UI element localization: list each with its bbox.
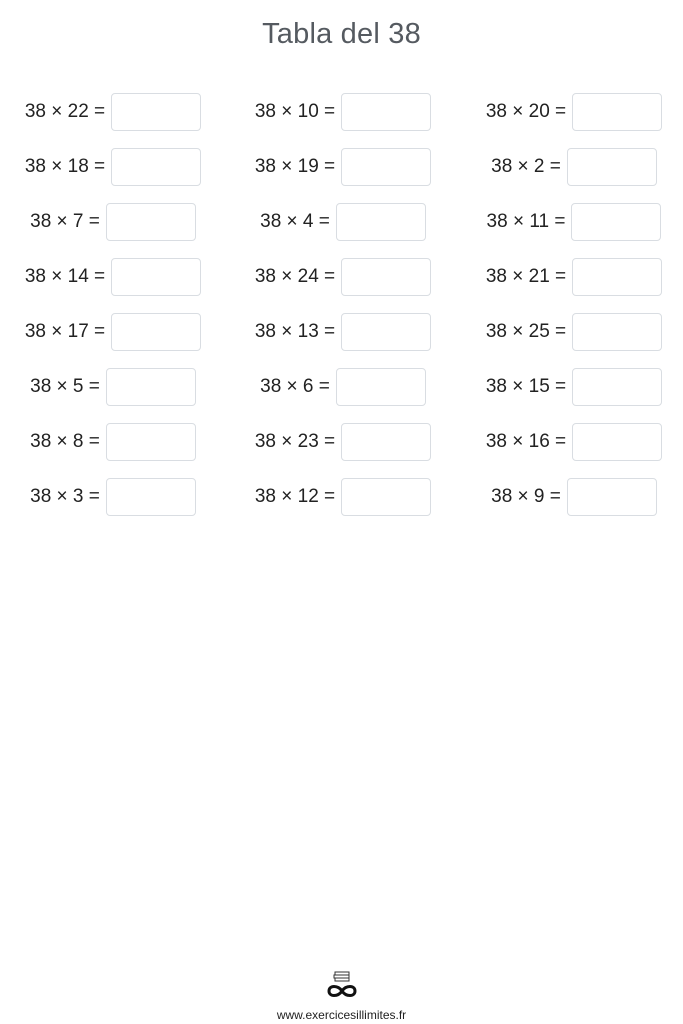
multiplication-expression: 38 × 19 =	[254, 156, 336, 177]
exercise-item	[3, 312, 223, 352]
exercise-item	[464, 367, 683, 407]
multiplication-expression: 38 × 17 =	[24, 321, 106, 342]
exercise-item	[233, 257, 453, 297]
exercise-item	[464, 477, 683, 517]
multiplication-expression: 38 × 2 =	[491, 156, 561, 177]
answer-input[interactable]	[341, 93, 431, 131]
exercise-row	[0, 202, 683, 257]
exercise-item	[3, 92, 223, 132]
exercise-item	[464, 147, 683, 187]
exercise-item	[3, 422, 223, 462]
answer-input[interactable]	[336, 203, 426, 241]
multiplication-expression: 38 × 15 =	[485, 376, 567, 397]
footer	[0, 970, 683, 1022]
exercise-item	[3, 202, 223, 242]
answer-input[interactable]	[572, 93, 662, 131]
answer-input[interactable]	[572, 368, 662, 406]
answer-input[interactable]	[572, 258, 662, 296]
exercise-item	[233, 202, 453, 242]
answer-input[interactable]	[567, 148, 657, 186]
answer-input[interactable]	[106, 423, 196, 461]
multiplication-expression: 38 × 18 =	[24, 156, 106, 177]
answer-input[interactable]	[106, 478, 196, 516]
exercise-item	[464, 422, 683, 462]
answer-input[interactable]	[341, 148, 431, 186]
answer-input[interactable]	[106, 368, 196, 406]
exercise-item	[3, 367, 223, 407]
multiplication-expression: 38 × 25 =	[485, 321, 567, 342]
multiplication-expression: 38 × 3 =	[30, 486, 100, 507]
exercise-item	[233, 477, 453, 517]
answer-input[interactable]	[572, 313, 662, 351]
exercise-item	[3, 477, 223, 517]
multiplication-expression: 38 × 8 =	[30, 431, 100, 452]
answer-input[interactable]	[341, 258, 431, 296]
multiplication-expression: 38 × 6 =	[260, 376, 330, 397]
multiplication-expression: 38 × 7 =	[30, 211, 100, 232]
exercise-item	[233, 367, 453, 407]
multiplication-expression: 38 × 22 =	[24, 101, 106, 122]
infinity-books-logo-icon	[324, 970, 360, 1000]
site-url[interactable]: www.exercicesillimites.fr	[276, 1008, 407, 1022]
exercise-row	[0, 147, 683, 202]
exercise-item	[464, 312, 683, 352]
multiplication-expression: 38 × 24 =	[254, 266, 336, 287]
multiplication-expression: 38 × 13 =	[254, 321, 336, 342]
exercise-item	[464, 92, 683, 132]
multiplication-expression: 38 × 5 =	[30, 376, 100, 397]
answer-input[interactable]	[111, 148, 201, 186]
exercise-item	[233, 422, 453, 462]
answer-input[interactable]	[111, 258, 201, 296]
answer-input[interactable]	[341, 313, 431, 351]
answer-input[interactable]	[111, 313, 201, 351]
multiplication-expression: 38 × 14 =	[24, 266, 106, 287]
answer-input[interactable]	[336, 368, 426, 406]
answer-input[interactable]	[111, 93, 201, 131]
exercise-row	[0, 312, 683, 367]
exercise-item	[233, 312, 453, 352]
exercise-item	[3, 257, 223, 297]
exercise-item	[464, 202, 683, 242]
multiplication-expression: 38 × 20 =	[485, 101, 567, 122]
answer-input[interactable]	[572, 423, 662, 461]
exercise-item	[233, 92, 453, 132]
answer-input[interactable]	[341, 478, 431, 516]
exercise-grid	[0, 92, 683, 532]
multiplication-expression: 38 × 21 =	[485, 266, 567, 287]
page-title: Tabla del 38	[262, 18, 421, 50]
multiplication-expression: 38 × 23 =	[254, 431, 336, 452]
exercise-item	[233, 147, 453, 187]
exercise-row	[0, 477, 683, 532]
answer-input[interactable]	[341, 423, 431, 461]
multiplication-expression: 38 × 10 =	[254, 101, 336, 122]
answer-input[interactable]	[106, 203, 196, 241]
multiplication-expression: 38 × 16 =	[485, 431, 567, 452]
multiplication-expression: 38 × 11 =	[486, 211, 566, 232]
multiplication-expression: 38 × 12 =	[254, 486, 336, 507]
exercise-item	[3, 147, 223, 187]
exercise-row	[0, 92, 683, 147]
exercise-item	[464, 257, 683, 297]
exercise-row	[0, 257, 683, 312]
answer-input[interactable]	[571, 203, 661, 241]
exercise-row	[0, 367, 683, 422]
answer-input[interactable]	[567, 478, 657, 516]
multiplication-expression: 38 × 9 =	[491, 486, 561, 507]
exercise-row	[0, 422, 683, 477]
multiplication-expression: 38 × 4 =	[260, 211, 330, 232]
